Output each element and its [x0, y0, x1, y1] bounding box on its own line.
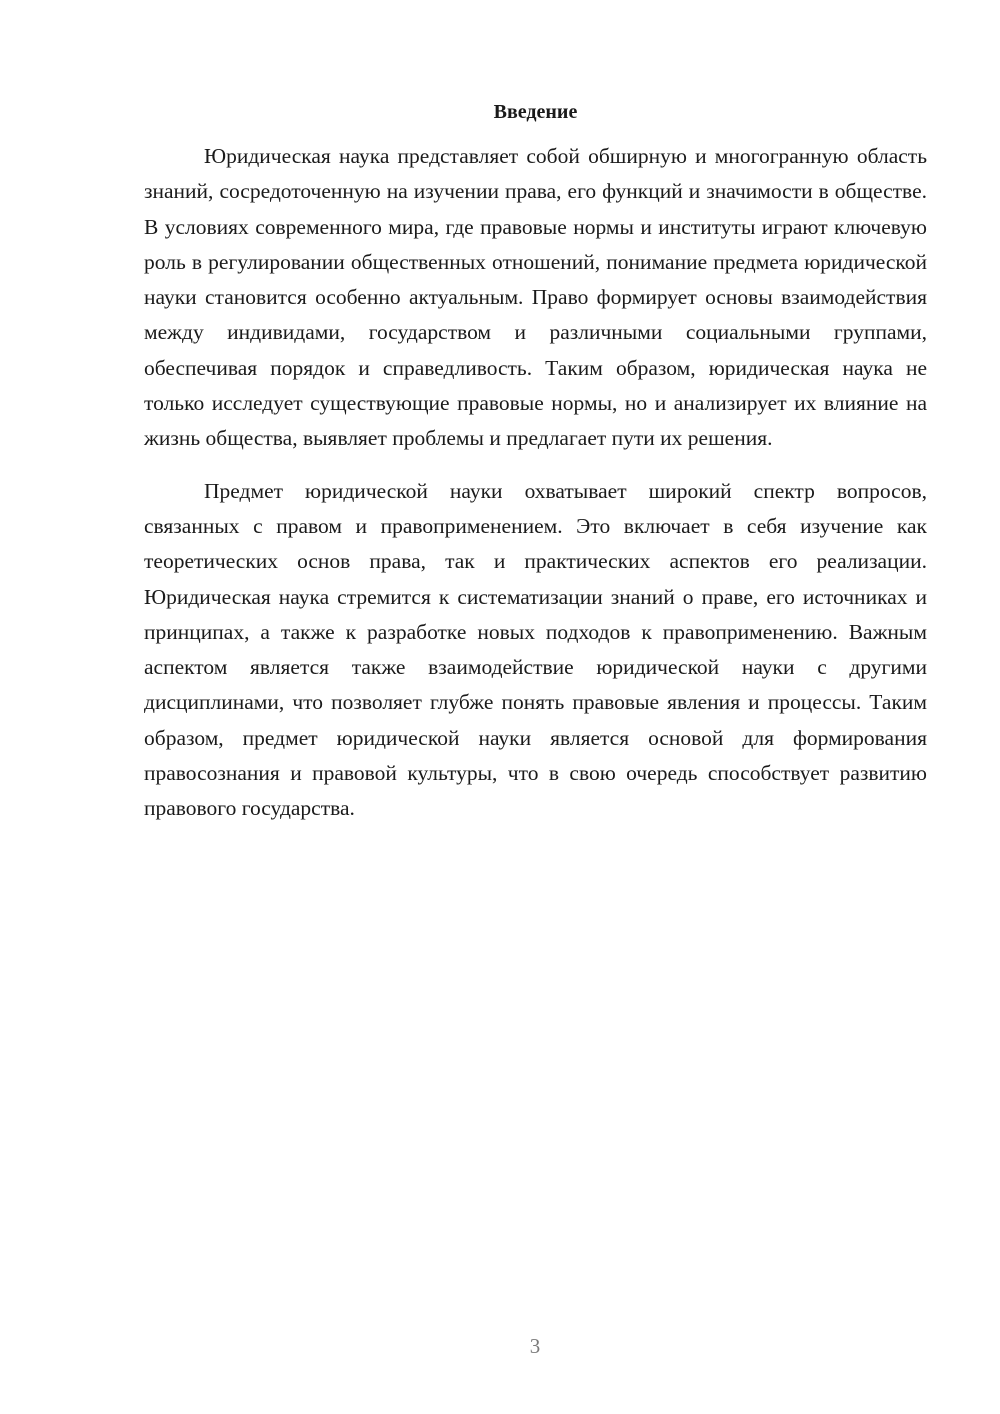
paragraph-2: Предмет юридической науки охватывает широкий спектр вопросов, связанных с правом и правоприменением. Это включает в себя изучение как теоретических основ права, так и практических аспектов его реализации. Юридическая наука стремится к систематизации знаний о праве, его источниках и принципах, а также к разработке новых подходов к правоприменению. Важным аспектом является также взаимодействие юридической науки с другими дисциплинами, что позволяет глубже понять правовые явления и процессы. Таким образом, предмет юридической науки является основой для формирования правосознания и правовой культуры, что в свою очередь способствует развитию правового государства.: [144, 478, 927, 821]
section-title: Введение: [493, 101, 578, 123]
paragraph-1: Юридическая наука представляет собой обширную и многогранную область знаний, сосредоточенную на изучении права, его функций и значимости в обществе. В условиях современного мира, где правовые нормы и институты играют ключевую роль в регулировании общественных отношений, понимание предмета юридической науки становится особенно актуальным. Право формирует основы взаимодействия между индивидами, государством и различными социальными группами, обеспечивая порядок и справедливость. Таким образом, юридическая наука не только исследует существующие правовые нормы, но и анализирует их влияние на жизнь общества, выявляет проблемы и предлагает пути их решения.: [144, 144, 927, 451]
page-content: [144, 98, 927, 827]
page-number: 3: [529, 1334, 541, 1358]
